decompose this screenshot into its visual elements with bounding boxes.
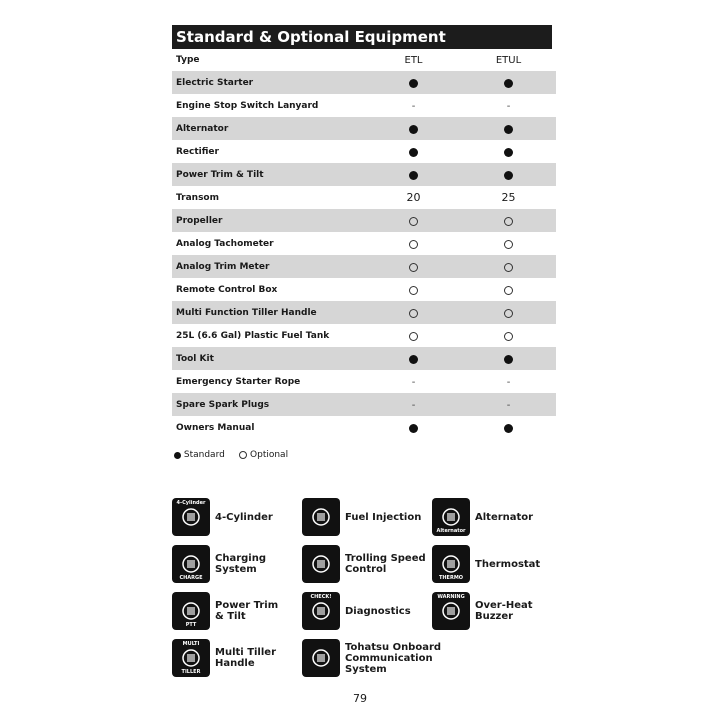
standard-dot-icon	[504, 125, 513, 134]
etl-value	[366, 71, 461, 94]
table-row	[172, 393, 556, 416]
warning-buzzer-icon	[432, 592, 470, 630]
etl-value	[366, 117, 461, 140]
etul-value	[461, 347, 556, 370]
section-title: Standard & Optional Equipment	[172, 25, 552, 49]
etl-value	[366, 140, 461, 163]
equipment-label: Multi Function Tiller Handle	[172, 301, 366, 324]
icon-tag-top: CHECK!	[310, 594, 332, 600]
equipment-label: Spare Spark Plugs	[172, 393, 366, 416]
optional-ring-icon	[504, 286, 513, 295]
feature-label: Multi Tiller Handle	[215, 647, 277, 669]
feature-item	[302, 545, 426, 583]
legend-optional: Optional	[250, 450, 289, 460]
icon-tag-top: MULTI	[182, 641, 200, 647]
equipment-label: Engine Stop Switch Lanyard	[176, 100, 319, 111]
optional-ring-icon	[504, 263, 513, 272]
equipment-label: Owners Manual	[176, 422, 255, 433]
optional-ring-icon	[409, 240, 418, 249]
equipment-label: Rectifier	[176, 146, 219, 157]
table-row	[172, 301, 556, 324]
table-row	[172, 416, 556, 439]
etul-value	[461, 186, 556, 209]
etul-value	[461, 255, 556, 278]
table-row	[172, 117, 556, 140]
feature-item	[432, 545, 540, 583]
feature-item	[172, 498, 273, 536]
etul-value	[461, 278, 556, 301]
standard-dot-icon	[409, 148, 418, 157]
feature-item	[172, 545, 266, 583]
standard-dot-icon	[504, 79, 513, 88]
icon-tag-top: WARNING	[437, 594, 465, 600]
optional-ring-icon	[409, 309, 418, 318]
etul-value	[461, 370, 556, 393]
table-row	[172, 324, 556, 347]
feature-item	[302, 639, 441, 677]
equipment-label: Tool Kit	[172, 347, 366, 370]
engine-cylinder-icon	[172, 498, 210, 536]
table-header-row	[172, 49, 556, 71]
feature-label: Power Trim & Tilt	[215, 600, 279, 622]
standard-dot-icon	[409, 424, 418, 433]
etl-value	[366, 416, 461, 439]
standard-dot-icon	[504, 171, 513, 180]
fuel-injection-icon	[302, 498, 340, 536]
standard-dot-icon	[504, 424, 513, 433]
optional-ring-icon	[409, 217, 418, 226]
etl-value	[366, 278, 461, 301]
etul-value	[461, 232, 556, 255]
tiller-handle-icon	[172, 639, 210, 677]
table-row	[172, 186, 556, 209]
feature-label: Over-Heat Buzzer	[475, 600, 533, 622]
standard-dot-icon	[409, 171, 418, 180]
icon-tag-bottom: PTT	[185, 622, 197, 628]
optional-ring-icon	[504, 217, 513, 226]
optional-ring-icon	[409, 286, 418, 295]
table-row	[172, 140, 556, 163]
optional-ring-icon	[409, 263, 418, 272]
standard-dot-icon	[504, 148, 513, 157]
not-available-dash: -	[506, 377, 511, 388]
etul-header: ETUL	[495, 54, 522, 66]
equipment-label: Power Trim & Tilt	[172, 163, 366, 186]
feature-label: Fuel Injection	[345, 511, 422, 523]
laptop-check-icon	[302, 592, 340, 630]
etul-value	[461, 140, 556, 163]
equipment-label: Electric Starter	[172, 71, 366, 94]
optional-ring-icon	[239, 451, 247, 459]
etl-value	[366, 209, 461, 232]
table-row	[172, 209, 556, 232]
icon-tag-bottom: THERMO	[438, 575, 464, 581]
not-available-dash: -	[506, 400, 511, 411]
etul-value	[461, 71, 556, 94]
value-text: 25	[501, 191, 516, 204]
power-trim-icon	[172, 592, 210, 630]
feature-label: Thermostat	[475, 558, 541, 570]
tocs-logo-icon	[302, 639, 340, 677]
standard-dot-icon	[504, 355, 513, 364]
table-row	[172, 71, 556, 94]
standard-dot-icon	[409, 79, 418, 88]
etul-value	[461, 324, 556, 347]
optional-ring-icon	[409, 332, 418, 341]
feature-item	[432, 592, 533, 630]
etl-header: ETL	[404, 54, 423, 66]
feature-label: Charging System	[215, 553, 267, 575]
lightning-bolt-icon	[432, 498, 470, 536]
legend-standard: Standard	[183, 450, 225, 460]
legend	[174, 450, 288, 461]
optional-ring-icon	[504, 240, 513, 249]
thermostat-icon	[432, 545, 470, 583]
equipment-label: Analog Tachometer	[176, 238, 274, 249]
equipment-label: Propeller	[172, 209, 366, 232]
etl-value	[366, 324, 461, 347]
etl-value	[366, 255, 461, 278]
table-row	[172, 163, 556, 186]
etul-value	[461, 301, 556, 324]
trolling-dial-icon	[302, 545, 340, 583]
table-row	[172, 255, 556, 278]
equipment-label: Analog Trim Meter	[172, 255, 366, 278]
etl-value	[366, 186, 461, 209]
not-available-dash: -	[506, 101, 511, 112]
standard-dot-icon	[174, 452, 181, 459]
optional-ring-icon	[504, 332, 513, 341]
equipment-label: 25L (6.6 Gal) Plastic Fuel Tank	[176, 330, 330, 341]
not-available-dash: -	[411, 400, 416, 411]
feature-item	[432, 498, 533, 536]
etul-value	[461, 416, 556, 439]
type-header: Type	[176, 55, 200, 65]
etul-value	[461, 94, 556, 117]
feature-label: Trolling Speed Control	[345, 553, 426, 575]
table-row	[172, 94, 556, 117]
icon-tag-bottom: CHARGE	[179, 575, 203, 581]
equipment-label: Emergency Starter Rope	[176, 376, 301, 387]
not-available-dash: -	[411, 101, 416, 112]
etul-value	[461, 117, 556, 140]
feature-item	[302, 592, 411, 630]
equipment-label: Alternator	[172, 117, 366, 140]
page-number: 79	[353, 692, 367, 705]
equipment-section	[172, 25, 552, 439]
equipment-label: Transom	[176, 192, 219, 203]
icon-tag-bottom: TILLER	[181, 669, 201, 675]
not-available-dash: -	[411, 377, 416, 388]
icon-tag-top: 4-Cylinder	[176, 500, 206, 506]
etul-value	[461, 393, 556, 416]
table-row	[172, 278, 556, 301]
icon-tag-bottom: Alternator	[436, 528, 466, 534]
standard-dot-icon	[409, 125, 418, 134]
equipment-label: Remote Control Box	[176, 284, 278, 295]
battery-charge-icon	[172, 545, 210, 583]
etl-value	[366, 347, 461, 370]
standard-dot-icon	[409, 355, 418, 364]
etl-value	[366, 301, 461, 324]
table-row	[172, 370, 556, 393]
feature-label: Diagnostics	[345, 605, 411, 617]
feature-item	[172, 592, 278, 630]
feature-label: 4-Cylinder	[215, 511, 273, 523]
value-text: 20	[406, 191, 421, 204]
feature-label: Alternator	[475, 511, 534, 523]
table-row	[172, 232, 556, 255]
etl-value	[366, 94, 461, 117]
etl-value	[366, 163, 461, 186]
etl-value	[366, 232, 461, 255]
optional-ring-icon	[504, 309, 513, 318]
feature-item	[302, 498, 421, 536]
feature-label: Tohatsu Onboard Communication System	[345, 641, 442, 675]
equipment-table	[172, 49, 556, 439]
etul-value	[461, 163, 556, 186]
table-row	[172, 347, 556, 370]
feature-item	[172, 639, 276, 677]
etl-value	[366, 370, 461, 393]
etl-value	[366, 393, 461, 416]
etul-value	[461, 209, 556, 232]
